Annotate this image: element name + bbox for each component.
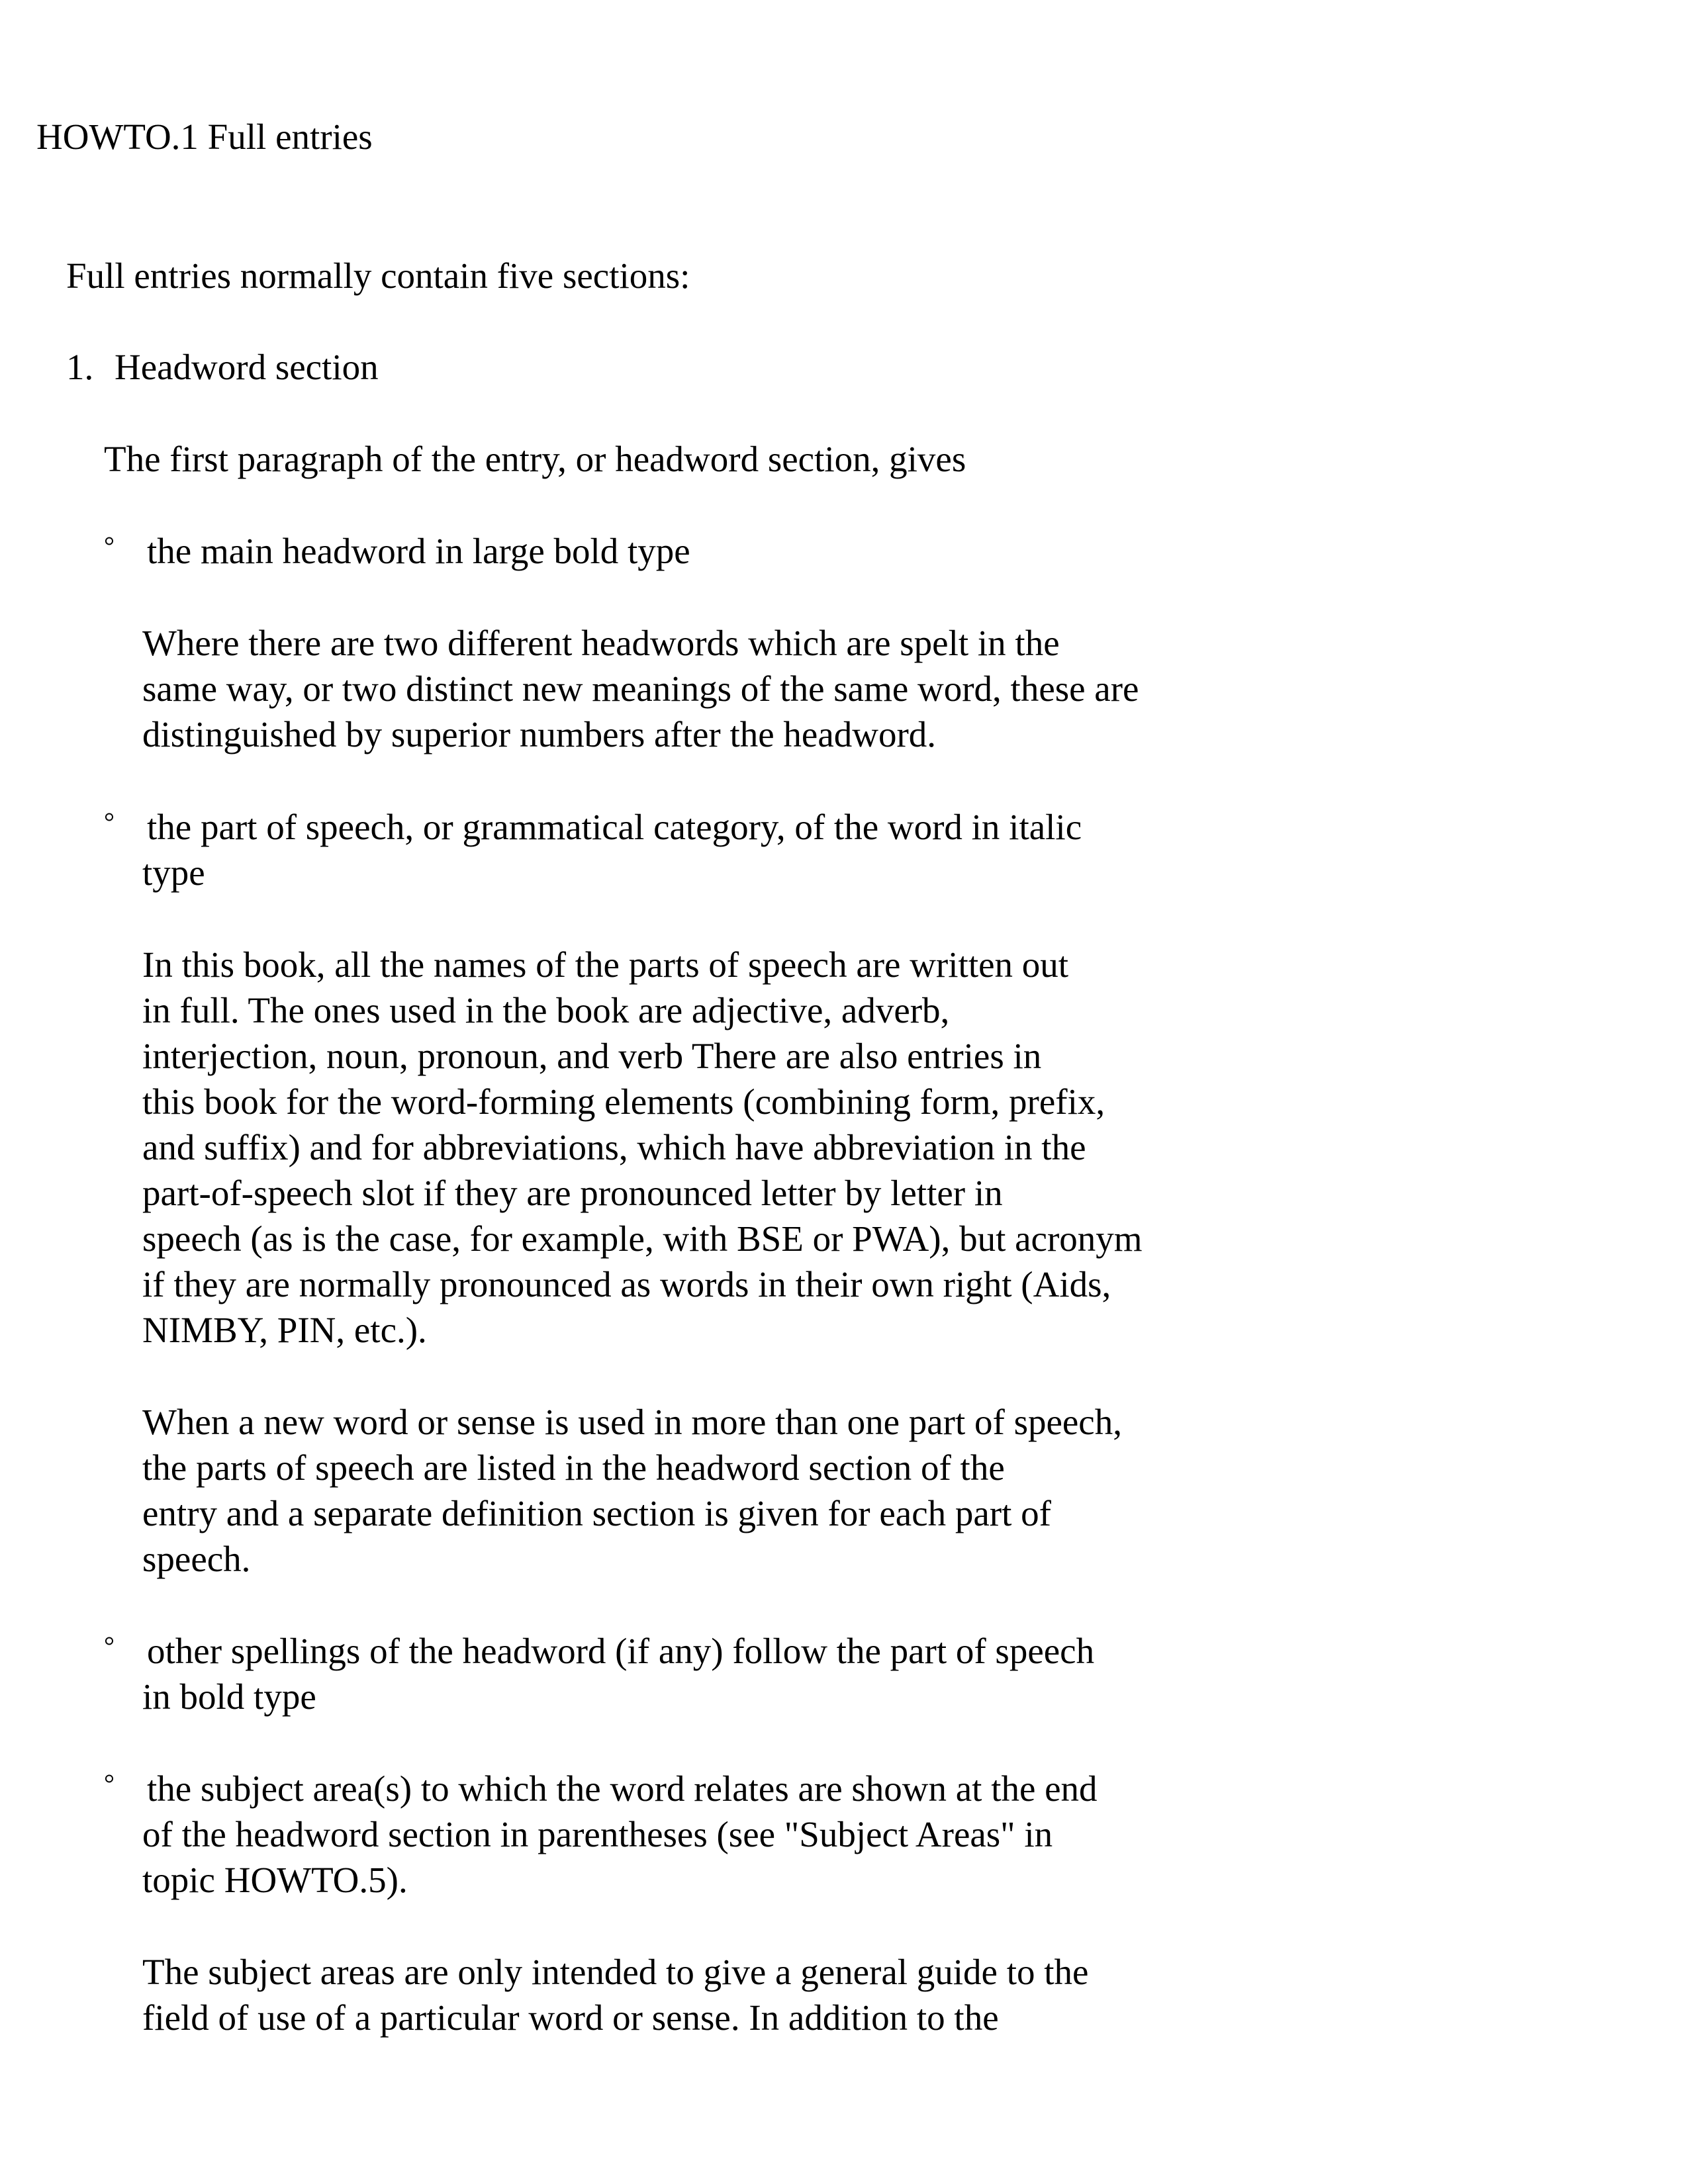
list-item-line: the part of speech, or grammatical category, of the word in italic [147, 807, 1082, 847]
list-item-line: topic HOWTO.5). [142, 1860, 408, 1900]
paragraph-line: the parts of speech are listed in the headword section of the [142, 1447, 1005, 1488]
bullet-icon: ° [104, 1768, 115, 1798]
intro-text: Full entries normally contain five sections: [66, 255, 690, 296]
paragraph-line: NIMBY, PIN, etc.). [142, 1310, 427, 1350]
section-number: 1. [66, 347, 94, 387]
paragraph-line: field of use of a particular word or sense. In addition to the [142, 1997, 999, 2038]
paragraph-line: The subject areas are only intended to give a general guide to the [142, 1952, 1089, 1992]
paragraph-line: In this book, all the names of the parts of speech are written out [142, 944, 1069, 985]
paragraph-line: When a new word or sense is used in more than one part of speech, [142, 1402, 1122, 1442]
bullet-icon: ° [104, 1631, 115, 1661]
list-item-line: of the headword section in parentheses (see "Subject Areas" in [142, 1814, 1053, 1854]
paragraph-line: speech (as is the case, for example, with BSE or PWA), but acronym [142, 1218, 1143, 1259]
list-item-line: type [142, 852, 205, 893]
list-item-line: other spellings of the headword (if any) follow the part of speech [147, 1631, 1095, 1671]
paragraph-line: Where there are two different headwords which are spelt in the [142, 623, 1060, 663]
page-title: HOWTO.1 Full entries [36, 116, 373, 157]
paragraph-line: this book for the word-forming elements (combining form, prefix, [142, 1081, 1105, 1122]
section-lead: The first paragraph of the entry, or headword section, gives [104, 439, 966, 479]
paragraph-line: and suffix) and for abbreviations, which have abbreviation in the [142, 1127, 1086, 1167]
paragraph-line: entry and a separate definition section is given for each part of [142, 1493, 1051, 1533]
paragraph-line: speech. [142, 1539, 251, 1579]
paragraph-line: interjection, noun, pronoun, and verb There are also entries in [142, 1036, 1042, 1076]
list-item-line: the main headword in large bold type [147, 531, 690, 571]
paragraph-line: part-of-speech slot if they are pronounced letter by letter in [142, 1173, 1003, 1213]
section-title: Headword section [115, 347, 379, 387]
paragraph-line: distinguished by superior numbers after the headword. [142, 714, 937, 754]
paragraph-line: if they are normally pronounced as words in their own right (Aids, [142, 1264, 1111, 1304]
bullet-icon: ° [104, 807, 115, 837]
list-item-line: in bold type [142, 1676, 316, 1717]
paragraph-line: same way, or two distinct new meanings of the same word, these are [142, 668, 1139, 709]
bullet-icon: ° [104, 531, 115, 561]
list-item-line: the subject area(s) to which the word relates are shown at the end [147, 1768, 1098, 1809]
paragraph-line: in full. The ones used in the book are adjective, adverb, [142, 990, 950, 1030]
